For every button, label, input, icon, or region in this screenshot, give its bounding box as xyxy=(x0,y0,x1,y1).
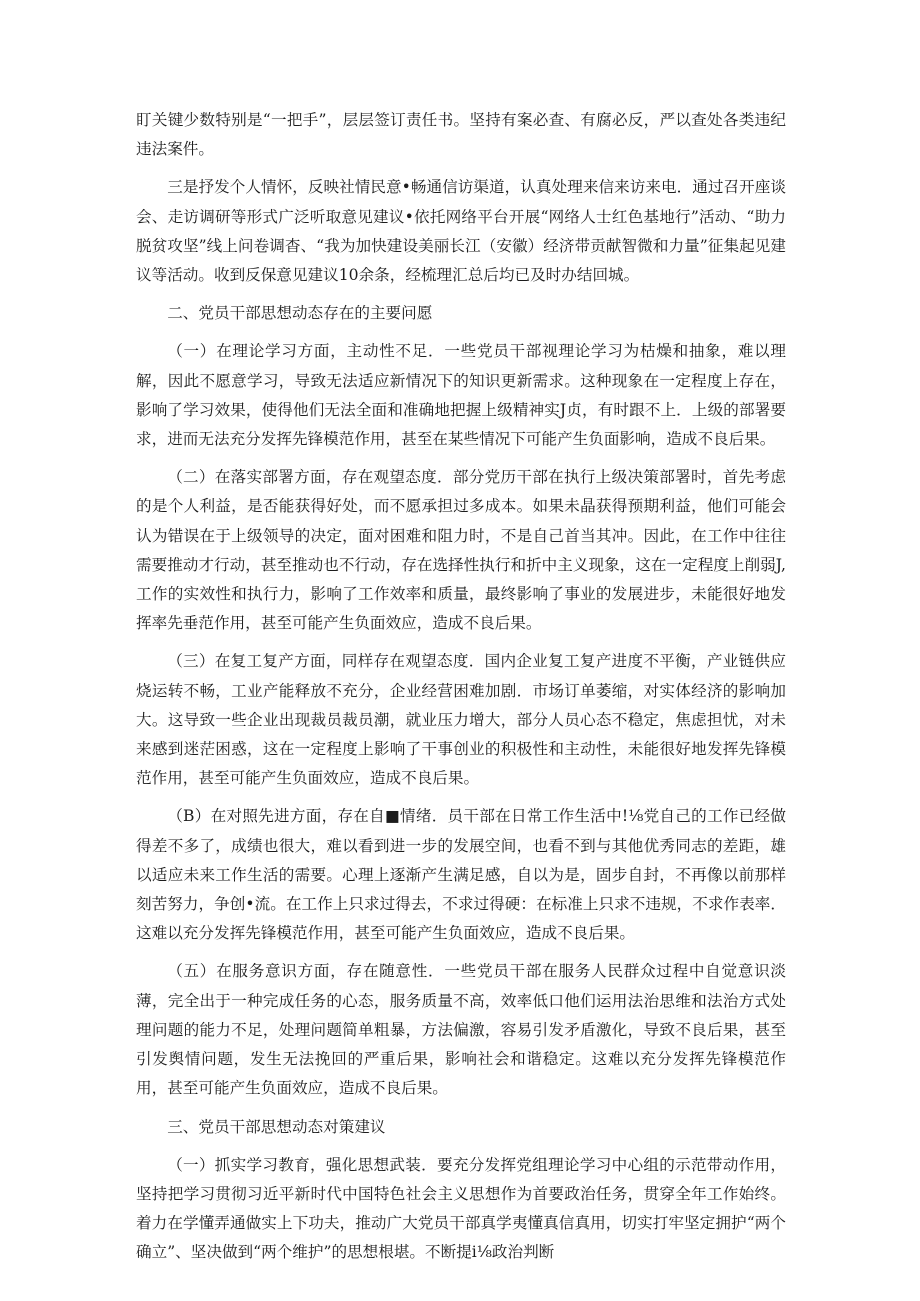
paragraph-8: （一）抓实学习教育，强化思想武装．要充分发挥党组理论学习中心组的示范带动作用，坚持把学习贯彻习近平新时代中国特色社会主义思想作为首要政治任务，贯穿全年工作始终。着力在学懂弄通做实上下功夫，推动广大党员干部真学夷懂真信真用，切实打牢坚定拥护“两个确立”、坚决做到“两个维护”的思想根堪。不断提i⅛政治判断 xyxy=(136,1155,786,1262)
paragraph-3: （一）在理论学习方面，主动性不足．一些党员干部视理论学习为枯燥和抽象，难以理解，因此不愿意学习，导致无法适应新情况下的知识更新需求。这种现象在一定程度上存在，影响了学习效果，使得他们无法全面和准确地把握上级精神实J贞，有时跟不上．上级的部署要求，进而无法充分发挥先锋模范作用，甚至在某些情况下可能产生负面影响，造成不良后果。 xyxy=(136,342,786,449)
section-heading-2: 二、党员干部思想动态存在的主要问愿 xyxy=(167,304,433,323)
document-page xyxy=(136,106,786,1277)
paragraph-7: （五）在服务意识方面，存在随意性．一些党员干部在服务人民群众过程中自觉意识淡薄，完全出于一种完成任务的心态，服务质量不高，效率低口他们运用法治思维和法治方式处理问题的能力不足，处理问题简单粗暴，方法偏激，容易引发矛盾激化，导致不良后果，甚至引发舆情问题，发生无法挽回的严重后果，影响社会和谐稳定。这难以充分发挥先锋模范作用，甚至可能产生负面效应，造成不良后果。 xyxy=(136,962,786,1098)
paragraph-5: （三）在复工复产方面，同样存在观望态度．国内企业复工复产进度不平衡，产业链供应烧运转不畅，工业产能释放不充分，企业经营困难加剧．市场订单萎缩，对实体经济的影响加大。这导致一些企业出现裁员裁员潮，就业压力增大，部分人员心态不稳定，焦虑担忧，对未来感到迷茫困惑，这在一定程度上影响了干事创业的积极性和主动性，未能很好地发挥先锋模范作用，甚至可能产生负面效应，造成不良后果。 xyxy=(136,652,786,788)
paragraph-4: （二）在落实部署方面，存在观望态度．部分党历干部在执行上级决策部署时，首先考虑的是个人利益，是否能获得好处，而不愿承担过多成本。如果未晶获得预期利益，他们可能会认为错误在于上级领导的决定，面对困难和阻力时，不是自己首当其冲。因此，在工作中往往需要推动才行动，甚至推动也不行动，存在选择性执行和折中主义现象，这在一定程度上削弱J,工作的实效性和执行力，影响了工作效率和质量，最终影响了事业的发展进步，未能很好地发挥率先垂范作用，甚至可能产生负面效应，造成不良后果。 xyxy=(136,468,786,633)
section-heading-3: 三、党员干部思想动态对策建议 xyxy=(167,1117,386,1136)
paragraph-2: 三是抒发个人情怀，反映社情民意•畅通信访渠道，认真处理来信来访来电．通过召开座谈会、走访调研等形式广泛听取意见建议•依托网络平台开展“网络人士红色基地行”活动、“助力脱贫攻坚”线上问卷调杳、“我为加快建设美丽长江（安徽）经济带贡献智微和力量”征集起见建议等活动。收到反保意见建议10余条，经梳理汇总后均已及时办结回城。 xyxy=(136,178,786,285)
paragraph-6: （B）在对照先进方面，存在自■情绪．员干部在日常工作生活中!⅛党自己的工作已经做得差不多了，成绩也很大，难以看到进一步的发展空间，也看不到与其他优秀同志的差距，雄以适应未来工作生活的需要。心理上逐渐产生满足感，自以为是，固步自封，不再像以前那样刻苦努力，争创•流。在工作上只求过得去，不求过得硬：在标准上只求不违规，不求作表率．这难以充分发挥先锋模范作用，甚至可能产生负面效应，造成不良后果。 xyxy=(136,807,786,943)
paragraph-1: 盯关键少数特别是“一把手”，层层签订责任书。坚持有案必查、有腐必反，严以查处各类违纪违法案件。 xyxy=(136,111,786,159)
